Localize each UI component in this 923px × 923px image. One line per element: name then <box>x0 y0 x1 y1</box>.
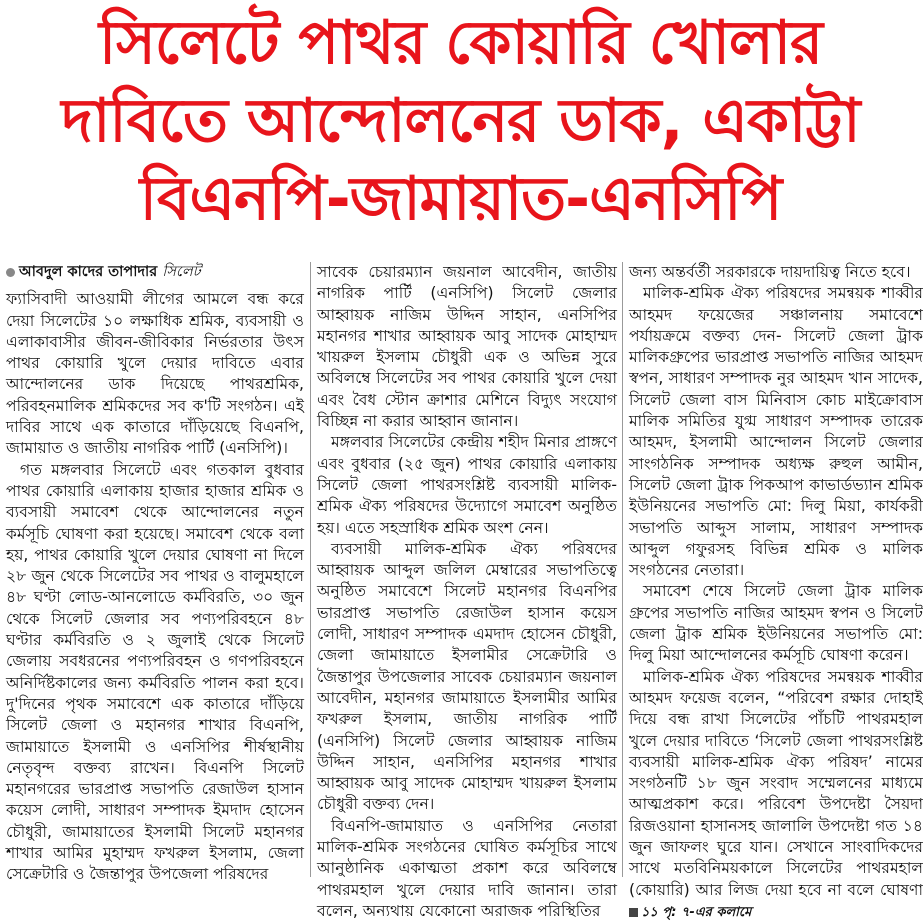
continued-label: ১১ পৃ: ৭-এর কলামে <box>641 904 752 920</box>
article-paragraph <box>629 667 923 923</box>
article-column-2 <box>310 262 617 920</box>
byline-location: সিলেট <box>162 264 201 280</box>
article-paragraph-text: মালিক-শ্রমিক ঐক্য পরিষদের সমন্বয়ক শাব্বীর আহমদ ফয়েজ বলেন, “পরিবেশ রক্ষার দোহাই দিয়ে বন্ধ রাখা সিলেটের পাঁচটি পাথরমহাল খুলে দেয়ার দাবিতে ‘সিলেট জেলা পাথরসংশ্লিষ্ট ব্যবসায়ী মালিক-শ্রমিক ঐক্য পরিষদ’ নামের সংগঠনটি ১৮ জুন সংবাদ সম্মেলনের মাধ্যমে আত্মপ্রকাশ করে। পরিবেশ উপদেষ্টা সৈয়দা রিজওয়ানা হাসানসহ জালালি উপদেষ্টা গত ১৪ জুন জাফলং ঘুরে যান। সেখানে সাংবাদিকদের সাথে মতবিনিময়কালে সিলেটের পাথরমহাল (কোয়ারি) আর লিজ দেয়া হবে না বলে ঘোষণা <box>629 667 923 899</box>
article-column-3 <box>622 262 923 920</box>
byline-author: আবদুল কাদের তাপাদার <box>19 264 158 280</box>
continued-marker-icon <box>629 908 638 917</box>
article-paragraph: গত মঙ্গলবার সিলেটে এবং গতকাল বুধবার পাথর কোয়ারি এলাকায় হাজার হাজার শ্রমিক ও ব্যবসায়ী সমাবেশ থেকে আন্দোলনের নতুন কর্মসূচি ঘোষণা করা হয়েছে। সমাবেশ থেকে বলা হয়, পাথর কোয়ারি খুলে দেয়ার ঘোষণা না দিলে ২৮ জুন থেকে সিলেটের সব পাথর ও বালুমহালে ৪৮ ঘণ্টা লোড-আনলোডে কর্মবিরতি, ৩০ জুন থেকে সিলেট জেলার সব পণ্যপরিবহনে ৪৮ ঘণ্টার কর্মবিরতি ও ২ জুলাই থেকে সিলেট জেলায় সবধরনের পণ্যপরিবহন ও গণপরিবহনে অনির্দিষ্টকালের জন্য কর্মবিরতি পালন করা হবে। দু'দিনের পৃথক সমাবেশে এক কাতারে দাঁড়িয়ে সিলেট জেলা ও মহানগর শাখার বিএনপি, জামায়াতে ইসলামী ও এনসিপির শীর্ষস্থানীয় নেতৃবৃন্দ বক্তব্য রাখেন। বিএনপি সিলেট মহানগরের ভারপ্রাপ্ত সভাপতি রেজাউল হাসান কয়েস লোদী, সাধারণ সম্পাদক ইমদাদ হোসেন চৌধুরী, জামায়াতের ইসলামী সিলেট মহানগর শাখার আমির মুহাম্মদ ফখরুল ইসলাম, জেলা সেক্রেটারি ও জৈন্তাপুর উপজেলা পরিষদের <box>6 460 304 884</box>
article-paragraph: সমাবেশ শেষে সিলেট জেলা ট্রাক মালিক গ্রুপের সভাপতি নাজির আহমদ স্বপন ও সিলেট জেলা ট্রাক শ্রমিক ইউনিয়নের সভাপতি মো: দিলু মিয়া আন্দোলনের কর্মসূচি ঘোষণা করেন। <box>629 582 923 665</box>
article-paragraph: মালিক-শ্রমিক ঐক্য পরিষদের সমন্বয়ক শাব্বীর আহমদ ফয়েজের সঞ্চালনায় সমাবেশে পর্যায়ক্রমে বক্তব্য দেন- সিলেট জেলা ট্রাক মালিকগ্রুপের ভারপ্রাপ্ত সভাপতি নাজির আহমদ স্বপন, সাধারণ সম্পাদক নুর আহমদ খান সাদেক, সিলেট জেলা বাস মিনিবাস কোচ মাইক্রোবাস মালিক সমিতির যুগ্ম সাধারণ সম্পাদক তারেক আহমদ, ইসলামী আন্দোলন সিলেট জেলার সাংগঠনিক সম্পাদক অধ্যক্ষ রুহুল আমীন, সিলেট জেলা ট্রাক পিকআপ কাভার্ডভ্যান শ্রমিক ইউনিয়নের সভাপতি মো: দিলু মিয়া, কার্যকরী সভাপতি আব্দুস সালাম, সাধারণ সম্পাদক আব্দুল গফুরসহ বিভিন্ন শ্রমিক ও মালিক সংগঠনের নেতারা। <box>629 284 923 580</box>
article-paragraph: জন্য অন্তর্বর্তী সরকারকে দায়দায়িত্ব নিতে হবে। <box>629 263 911 281</box>
headline <box>0 4 921 238</box>
article-paragraph: ফ্যাসিবাদী আওয়ামী লীগের আমলে বন্ধ করে দেয়া সিলেটের ১০ লক্ষাধিক শ্রমিক, ব্যবসায়ী ও এলাকাবাসীর জীবন-জীবিকার নির্ভরতার উৎস পাথর কোয়ারি খুলে দেয়ার দাবিতে এবার আন্দোলনের ডাক দিয়েছে পাথরশ্রমিক, পরিবহনমালিক শ্রমিকদের সব ক'টি সংগঠন। এই দাবির সাথে এক কাতারে দাঁড়িয়েছে বিএনপি, জামায়াত ও জাতীয় নাগরিক পার্টি (এনসিপি)। <box>6 290 304 458</box>
continued-link[interactable] <box>629 905 751 920</box>
article-column-1 <box>6 262 304 884</box>
article-paragraph: ব্যবসায়ী মালিক-শ্রমিক ঐক্য পরিষদের আহ্বায়ক আব্দুল জলিল মেম্বারের সভাপতিত্বে অনুষ্ঠিত সমাবেশে সিলেট মহানগর বিএনপির ভারপ্রাপ্ত সভাপতি রেজাউল হাসান কয়েস লোদী, সাধারণ সম্পাদক এমদাদ হোসেন চৌধুরী, জেলা জামায়াতে ইসলামীর সেক্রেটারি ও জৈন্তাপুর উপজেলার সাবেক চেয়ারম্যান জয়নাল আবেদীন, মহানগর জামায়াতে ইসলামীর আমির ফখরুল ইসলাম, জাতীয় নাগরিক পার্টি (এনসিপি) সিলেট জেলার আহ্বায়ক নাজিম উদ্দিন সাহান, এনসিপির মহানগর শাখার আহ্বায়ক আবু সাদেক মোহাম্মদ খায়রুল ইসলাম চৌধুরী বক্তব্য দেন। <box>317 539 617 814</box>
bullet-icon <box>6 268 15 277</box>
headline-line-2: দাবিতে আন্দোলনের ডাক, একাট্টা <box>61 86 860 156</box>
headline-line-1: সিলেটে পাথর কোয়ারি খোলার <box>99 8 822 78</box>
article-paragraph: মঙ্গলবার সিলেটের কেন্দ্রীয় শহীদ মিনার প্রাঙ্গণে এবং বুধবার (২৫ জুন) পাথর কোয়ারি এলাকায় সিলেট জেলা পাথরসংশ্লিষ্ট ব্যবসায়ী মালিক-শ্রমিক ঐক্য পরিষদের উদ্যোগে সমাবেশ অনুষ্ঠিত হয়। এতে সহস্রাধিক শ্রমিক অংশ নেন। <box>317 433 617 537</box>
headline-line-3: বিএনপি-জামায়াত-এনসিপি <box>139 164 782 234</box>
article-paragraph: সাবেক চেয়ারম্যান জয়নাল আবেদীন, জাতীয় নাগরিক পার্টি (এনসিপি) সিলেট জেলার আহ্বায়ক নাজিম উদ্দিন সাহান, এনসিপির মহানগর শাখার আহ্বায়ক আবু সাদেক মোহাম্মদ খায়রুল ইসলাম চৌধুরী এক ও অভিন্ন সুরে অবিলম্বে সিলেটের সব পাথর কোয়ারি খুলে দেয়া এবং বৈধ স্টোন ক্রাশার মেশিনে বিদ্যুৎ সংযোগ বিচ্ছিন্ন না করার আহ্বান জানান। <box>317 263 617 431</box>
article-paragraph: বিএনপি-জামায়াত ও এনসিপির নেতারা মালিক-শ্রমিক সংগঠনের ঘোষিত কর্মসূচির সাথে আনুষ্ঠানিক একাত্মতা প্রকাশ করে অবিলম্বে পাথরমহাল খুলে দেয়ার দাবি জানান। তারা বলেন, অন্যথায় যেকোনো অরাজক পরিস্থিতির <box>317 816 617 920</box>
byline <box>6 262 304 283</box>
